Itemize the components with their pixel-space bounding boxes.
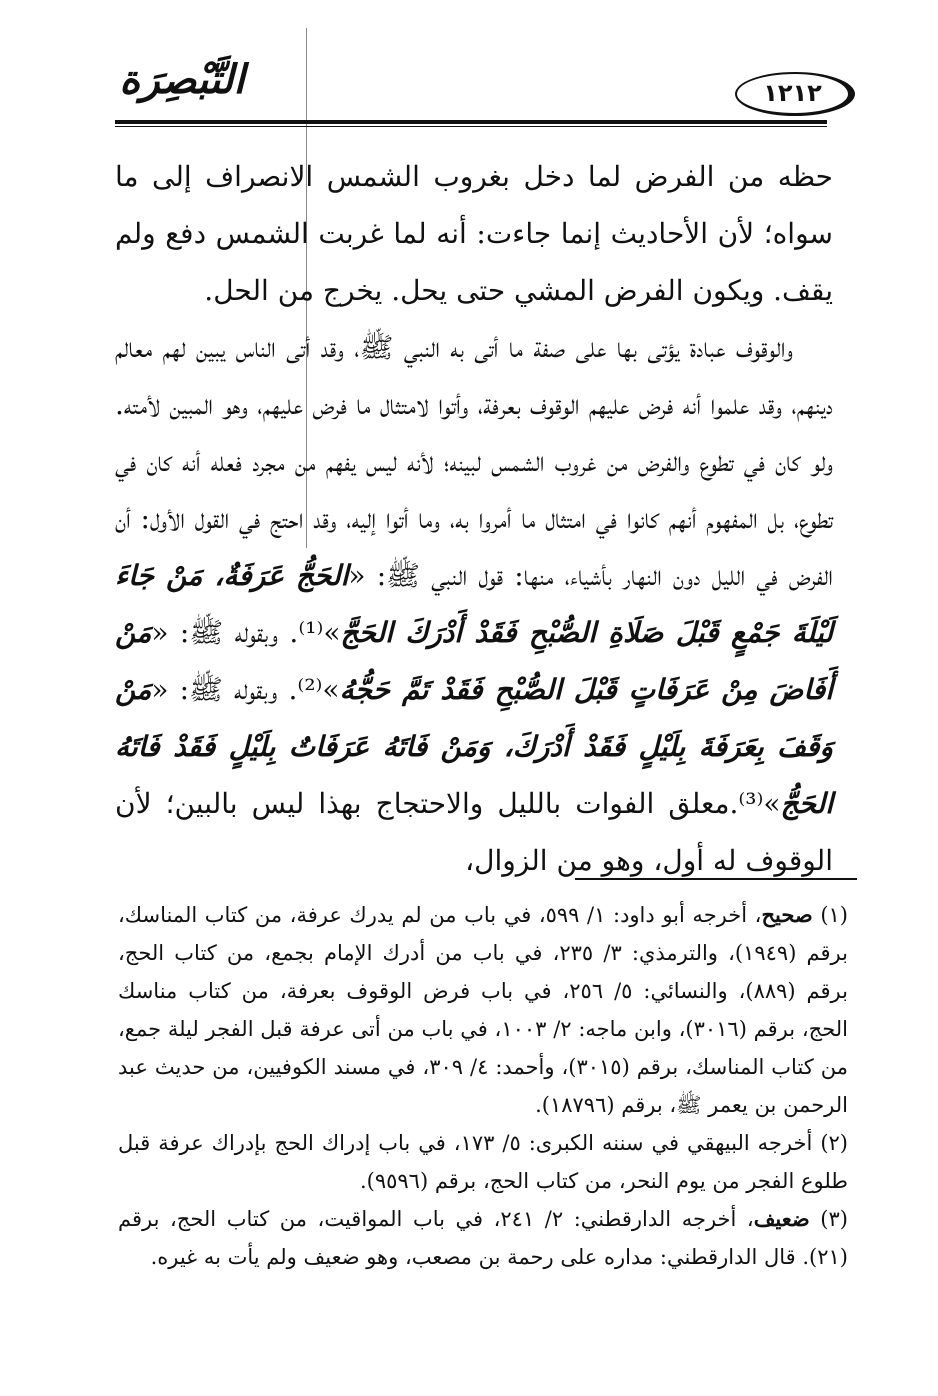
page-number-badge: ١٢١٢ [735, 72, 855, 116]
hadith-2: مَنْ أَفَاضَ مِنْ عَرَفَاتٍ قَبْلَ الصُّبْحِ فَقَدْ تَمَّ حَجُّهُ [115, 616, 834, 706]
footnote-3-grade: ضعيف [753, 1206, 810, 1231]
footnote-3-number: (٣) [820, 1207, 848, 1231]
hadith-1: الحَجُّ عَرَفَةٌ، مَنْ جَاءَ لَيْلَةَ جَمْعٍ قَبْلَ صَلَاةِ الصُّبْحِ فَقَدْ أَدْرَكَ الحَجَّ [115, 559, 833, 649]
footnote-3 [118, 1200, 848, 1276]
footnote-2 [118, 1124, 848, 1200]
footnote-1-grade: صحيح [761, 902, 813, 927]
hadith-1-tail: »⁽¹⁾. وبقوله ﷺ: « [151, 616, 341, 649]
paragraph-2-text: والوقوف عبادة يؤتى بها على صفة ما أتى به النبي ﷺ، وقد أتى الناس يبين لهم معالم دينهم، وقد علموا أنه فرض عليهم الوقوف بعرفة، وأتوا لامتثال ما فرض عليهم، وهو المبين لأمته. ولو كان في تطوع والفرض من غروب الشمس لبينه؛ لأنه ليس يفهم من مجرد فعله أنه كان في تطوع، بل المفهوم أنهم كانوا في امتثال ما أمروا به، وما أتوا إليه، وقد احتج في القول الأول: أن الفرض في الليل دون النهار بأشياء، منها: قول النبي ﷺ: « [115, 331, 833, 592]
main-text [115, 148, 834, 877]
footnote-2-number: (٢) [820, 1131, 848, 1155]
footnote-2-text: أخرجه البيهقي في سننه الكبرى: ٥/ ١٧٣، في باب إدراك الحج بإدراك عرفة قبل طلوع الفجر من يوم النحر، من كتاب الحج، برقم (٩٥٩٦). [118, 1131, 848, 1193]
footnote-3-text: ، أخرجه الدارقطني: ٢/ ٢٤١، في باب المواقيت، من كتاب الحج، برقم (٢١). قال الدارقطني: مداره على رحمة بن مصعب، وهو ضعيف ولم يأت به غيره. [118, 1207, 848, 1269]
paragraph-2 [115, 319, 833, 889]
book-title: التَّبْصِرَة [119, 56, 245, 103]
page-header [0, 0, 938, 130]
header-rule-thin [115, 126, 827, 127]
footnote-1 [118, 896, 848, 1124]
footnote-1-number: (١) [820, 903, 848, 927]
header-rule [115, 120, 827, 124]
footnote-separator [575, 878, 857, 880]
paragraph-1: حظه من الفرض لما دخل بغروب الشمس الانصراف إلى ما سواه؛ لأن الأحاديث إنما جاءت: أنه لما غربت الشمس دفع ولم يقف. ويكون الفرض المشي حتى يحل. يخرج من الحل. [115, 160, 833, 307]
hadith-2-tail: »⁽²⁾. وبقوله ﷺ: « [151, 673, 340, 706]
hadith-3-tail: »⁽³⁾.معلق الفوات بالليل والاحتجاج بهذا ليس بالبين؛ لأن الوقوف له أول، وهو من الزوال، [115, 787, 833, 877]
footnote-1-text: ، أخرجه أبو داود: ١/ ٥٩٩، في باب من لم يدرك عرفة، من كتاب المناسك، برقم (١٩٤٩)، والترمذي: ٣/ ٢٣٥، في باب من أدرك الإمام بجمع، من كتاب الحج، برقم (٨٨٩)، والنسائي: ٥/ ٢٥٦، في باب فرض الوقوف بعرفة، من كتاب مناسك الحج، برقم (٣٠١٦)، وابن ماجه: ٢/ ١٠٠٣، في باب من أتى عرفة قبل الفجر ليلة جمع، من كتاب المناسك، برقم (٣٠١٥)، وأحمد: ٤/ ٣٠٩، في مسند الكوفيين، من حديث عبد الرحمن بن يعمر ﷺ، برقم (١٨٧٩٦). [118, 903, 848, 1117]
footnotes [118, 896, 848, 1356]
hadith-3: مَنْ وَقَفَ بِعَرَفَةَ بِلَيْلٍ فَقَدْ أَدْرَكَ، وَمَنْ فَاتَهُ عَرَفَاتٌ بِلَيْلٍ فَقَدْ فَاتَهُ الحَجُّ [115, 673, 833, 820]
